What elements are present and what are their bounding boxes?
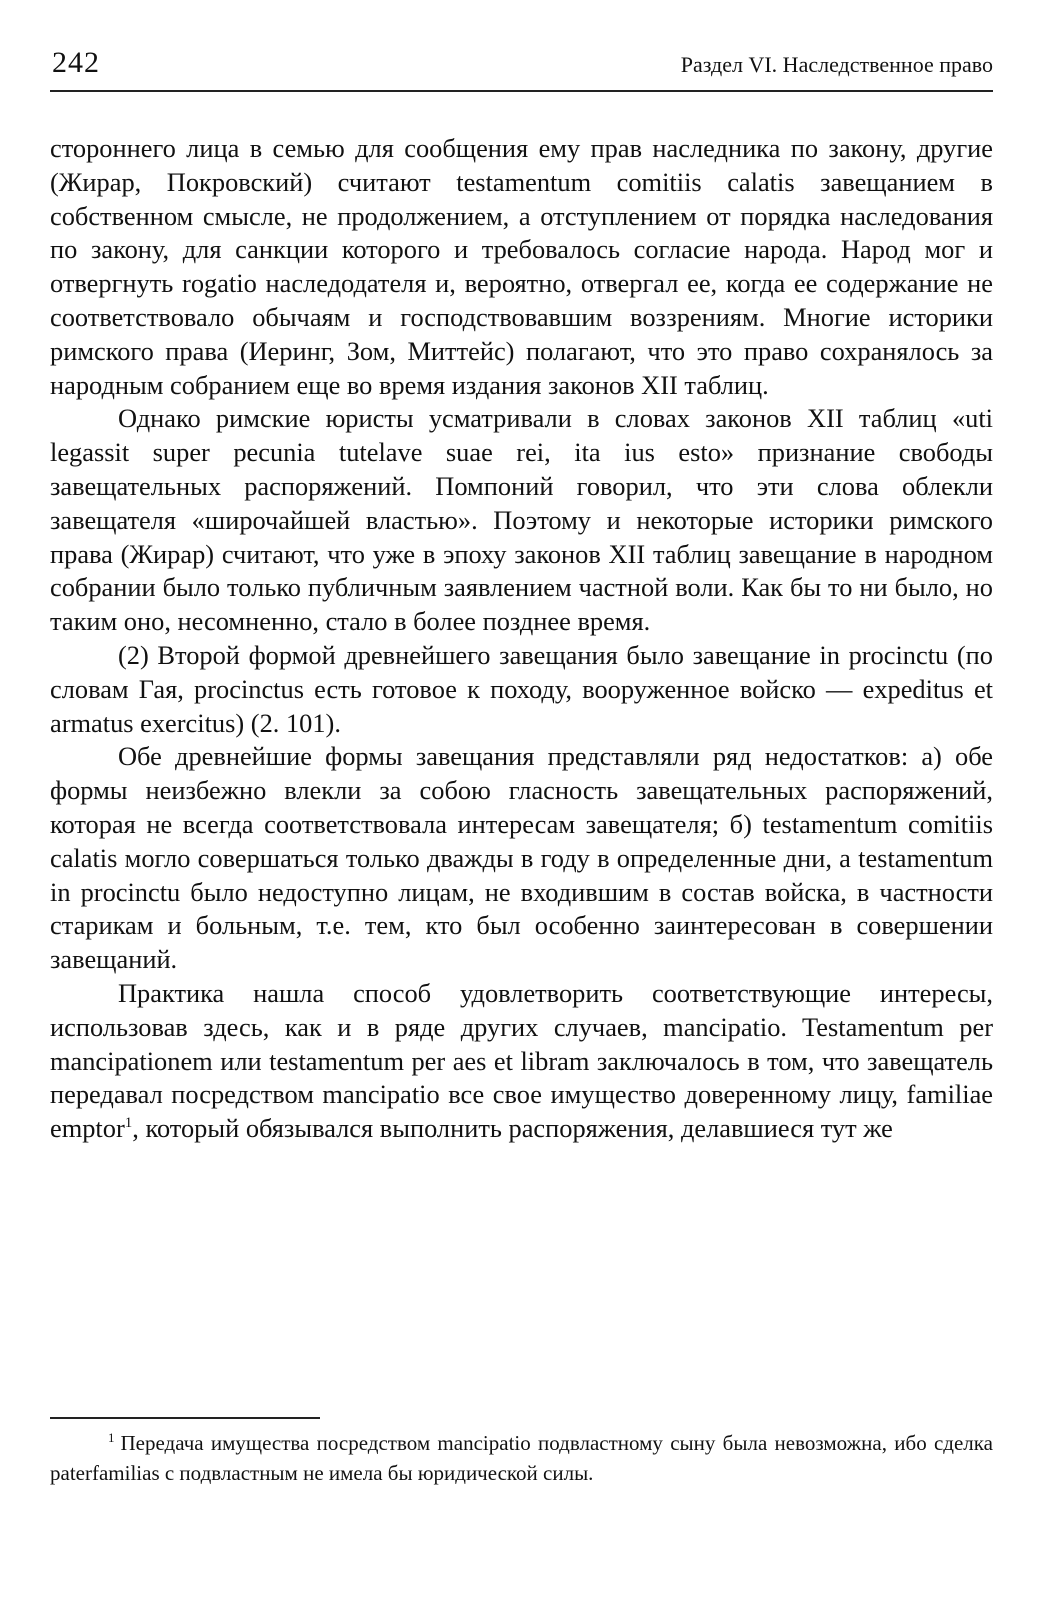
footnote-reference[interactable]: 1 <box>124 1115 133 1132</box>
paragraph: Обе древнейшие формы завещания представляли ряд недостатков: а) обе формы неизбежно влекли за собою гласность завещательных распоряжений, которая не всегда соответствовала интересам завещателя; б) testamentum comitiis calatis могло совершаться только дважды в году в определенные дни, а testamentum in procinctu было недоступно лицам, не входившим в состав войска, в частности старикам и больным, т.е. тем, кто был особенно заинтересован в совершении завещаний. <box>50 741 993 975</box>
page-header <box>50 38 993 92</box>
paragraph <box>50 977 993 1146</box>
main-text <box>50 132 993 1146</box>
footnote-paragraph <box>50 1428 993 1488</box>
paragraph: (2) Второй формой древнейшего завещания было завещание in procinctu (по словам Гая, procinctus есть готовое к походу, вооруженное войско — expeditus et armatus exercitus) (2. 101). <box>50 639 993 738</box>
footnote-divider <box>50 1417 320 1419</box>
footnote-text: Передача имущества посредством mancipatio подвластному сыну была невозможна, ибо сделка paterfamilias с подвластным не имела бы юридической силы. <box>50 1431 993 1485</box>
footnote-marker: 1 <box>108 1430 115 1445</box>
paragraph: стороннего лица в семью для сообщения ему прав наследника по закону, другие (Жирар, Покровский) считают testamentum comitiis calatis завещанием в собственном смысле, не продолжением, а отступлением от порядка наследования по закону, для санкции которого и требовалось согласие народа. Народ мог и отвергнуть rogatio наследодателя и, вероятно, отвергал ее, когда ее содержание не соответствовало обычаям и господствовавшим воззрениям. Многие историки римского права (Иеринг, Зом, Миттейс) полагают, что это право сохранялось за народным собранием еще во время издания законов XII таблиц. <box>50 133 993 400</box>
running-title: Раздел VI. Наследственное право <box>680 52 993 77</box>
paragraph-text: , который обязывался выполнить распоряжения, делавшиеся тут же <box>132 1113 893 1144</box>
footnote <box>50 1428 993 1488</box>
paragraph-text: Практика нашла способ удовлетворить соответствующие интересы, использовав здесь, как и в ряде других случаев, mancipatio. Testamentum per mancipationem или testamentum per aes et libram заключалось в том, что завещатель передавал посредством mancipatio все свое имущество доверенному лицу, familiae emptor <box>50 977 993 1144</box>
paragraph: Однако римские юристы усматривали в словах законов XII таблиц «uti legassit super pecunia tutelave suae rei, ita ius esto» признание свободы завещательных распоряжений. Помпоний говорил, что эти слова облекли завещателя «широчайшей властью». Поэтому и некоторые историки римского права (Жирар) считают, что уже в эпоху законов XII таблиц завещание в народном собрании было только публичным заявлением частной воли. Как бы то ни было, но таким оно, несомненно, стало в более позднее время. <box>50 403 993 637</box>
page-number: 242 <box>52 46 100 79</box>
